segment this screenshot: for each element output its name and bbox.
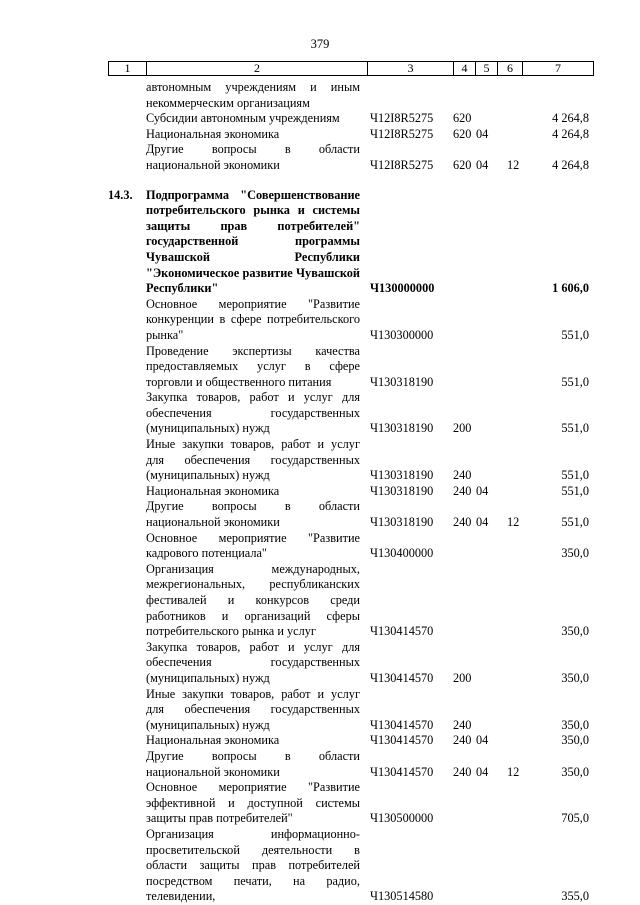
- row-description: Основное мероприятие "Развитие конкуренции в сфере потребительского рынка": [146, 296, 360, 342]
- amount: 551,0: [561, 468, 589, 483]
- target-article-code: Ч130414570: [370, 764, 434, 779]
- row-description: Другие вопросы в области национальной экономики: [146, 142, 360, 172]
- table-row: [0, 499, 640, 530]
- row-description: автономным учреждениям и иным некоммерческим организациям: [146, 80, 360, 110]
- target-article-code: Ч130300000: [370, 327, 434, 342]
- subsection-code: 12: [507, 764, 520, 779]
- header-col-7: 7: [555, 61, 561, 75]
- target-article-code: Ч130318190: [370, 421, 434, 436]
- header-col-1: 1: [109, 62, 147, 75]
- section-code: 04: [476, 733, 489, 748]
- subsection-code: 12: [507, 515, 520, 530]
- target-article-code: Ч130500000: [370, 811, 434, 826]
- amount: 551,0: [561, 515, 589, 530]
- target-article-code: Ч130514580: [370, 889, 434, 904]
- amount: 350,0: [561, 670, 589, 685]
- table-row: [0, 484, 640, 500]
- amount: 350,0: [561, 733, 589, 748]
- table-row: [0, 297, 640, 344]
- target-article-code: Ч12I8R5275: [370, 126, 434, 141]
- target-article-code: Ч12I8R5275: [370, 157, 434, 172]
- section-code: 04: [476, 126, 489, 141]
- amount: 551,0: [561, 421, 589, 436]
- expense-type-code: 240: [453, 717, 472, 732]
- amount: 350,0: [561, 717, 589, 732]
- page-number: 379: [310, 37, 330, 51]
- row-description: Иные закупки товаров, работ и услуг для обеспечения государственных (муниципальных) нужд: [146, 686, 360, 732]
- table-row: [0, 749, 640, 780]
- subsection-code: 12: [507, 157, 520, 172]
- amount: 1 606,0: [552, 281, 589, 296]
- target-article-code: Ч130318190: [370, 515, 434, 530]
- section-code: 04: [476, 515, 489, 530]
- target-article-code: Ч130318190: [370, 468, 434, 483]
- expense-type-code: 620: [453, 126, 472, 141]
- target-article-code: Ч130414570: [370, 717, 434, 732]
- row-number: 14.3.: [108, 187, 133, 202]
- row-description: Иные закупки товаров, работ и услуг для обеспечения государственных (муниципальных) нужд: [146, 437, 360, 483]
- target-article-code: Ч12I8R5275: [370, 111, 434, 126]
- expense-type-code: 240: [453, 733, 472, 748]
- target-article-code: Ч130318190: [370, 374, 434, 389]
- amount: 350,0: [561, 764, 589, 779]
- row-description: Проведение экспертизы качества предоставляемых услуг в сфере торговли и общественного питания: [146, 343, 360, 389]
- table-row: [0, 562, 640, 640]
- section-code: 04: [476, 764, 489, 779]
- expense-type-code: 620: [453, 111, 472, 126]
- section-code: 04: [476, 483, 489, 498]
- amount: 551,0: [561, 374, 589, 389]
- target-article-code: Ч130414570: [370, 624, 434, 639]
- table-row: [0, 531, 640, 562]
- table-row: [0, 80, 640, 111]
- target-article-code: Ч130318190: [370, 483, 434, 498]
- expense-type-code: 200: [453, 670, 472, 685]
- table-row: [0, 780, 640, 827]
- target-article-code: Ч130000000: [370, 281, 435, 296]
- row-description: Подпрограмма "Совершенствование потребительского рынка и системы защиты прав потребителей" государственной программы Чувашской Республики "Экономическое развитие Чувашской Республики": [146, 187, 360, 296]
- table-row: [0, 344, 640, 391]
- amount: 4 264,8: [552, 111, 589, 126]
- table-row: [0, 687, 640, 734]
- header-col-6: 6: [498, 62, 523, 75]
- row-description: Национальная экономика: [146, 126, 280, 141]
- expense-type-code: 240: [453, 468, 472, 483]
- row-description: Национальная экономика: [146, 733, 280, 748]
- amount: 355,0: [561, 889, 589, 904]
- row-description: Другие вопросы в области национальной экономики: [146, 748, 360, 779]
- row-description: Организация информационно-просветительской деятельности в области защиты прав потребителей посредством печати, на радио, телевидении,: [146, 826, 360, 904]
- header-col-2: 2: [147, 62, 368, 75]
- row-description: Организация международных, межрегиональных, республиканских фестивалей и конкурсов среди работников и организаций сферы потребительского рынка и услуг: [146, 561, 360, 639]
- row-description: Закупка товаров, работ и услуг для обеспечения государственных (муниципальных) нужд: [146, 639, 360, 685]
- target-article-code: Ч130414570: [370, 670, 434, 685]
- header-col-4: 4: [454, 62, 476, 75]
- table-row: [0, 640, 640, 687]
- expense-type-code: 240: [453, 515, 472, 530]
- amount: 705,0: [561, 811, 589, 826]
- amount: 551,0: [561, 327, 589, 342]
- table-row: [0, 437, 640, 484]
- table-row: [0, 127, 640, 143]
- expense-type-code: 200: [453, 421, 472, 436]
- amount: 551,0: [561, 483, 589, 498]
- table-row: [0, 827, 640, 905]
- target-article-code: Ч130414570: [370, 733, 434, 748]
- header-col-5: 5: [476, 62, 498, 75]
- row-description: Основное мероприятие "Развитие кадрового потенциала": [146, 530, 360, 561]
- row-description: Другие вопросы в области национальной экономики: [146, 499, 360, 530]
- header-col-3: 3: [368, 62, 454, 75]
- amount: 4 264,8: [552, 126, 589, 141]
- amount: 350,0: [561, 546, 589, 561]
- expense-type-code: 240: [453, 483, 472, 498]
- target-article-code: Ч130400000: [370, 546, 434, 561]
- table-row: [0, 733, 640, 749]
- expense-type-code: 240: [453, 764, 472, 779]
- row-description: Национальная экономика: [146, 483, 280, 498]
- table-row: [0, 111, 640, 127]
- expense-type-code: 620: [453, 157, 472, 172]
- row-description: Закупка товаров, работ и услуг для обеспечения государственных (муниципальных) нужд: [146, 390, 360, 436]
- section-code: 04: [476, 157, 489, 172]
- table-row: [0, 390, 640, 437]
- budget-table-body: [0, 80, 640, 905]
- table-header: [108, 61, 594, 76]
- table-row: [0, 142, 640, 173]
- amount: 4 264,8: [552, 157, 589, 172]
- row-description: Основное мероприятие "Развитие эффективной и доступной системы защиты прав потребителей": [146, 780, 360, 826]
- amount: 350,0: [561, 624, 589, 639]
- table-row: [0, 188, 640, 297]
- row-description: Субсидии автономным учреждениям: [146, 111, 340, 126]
